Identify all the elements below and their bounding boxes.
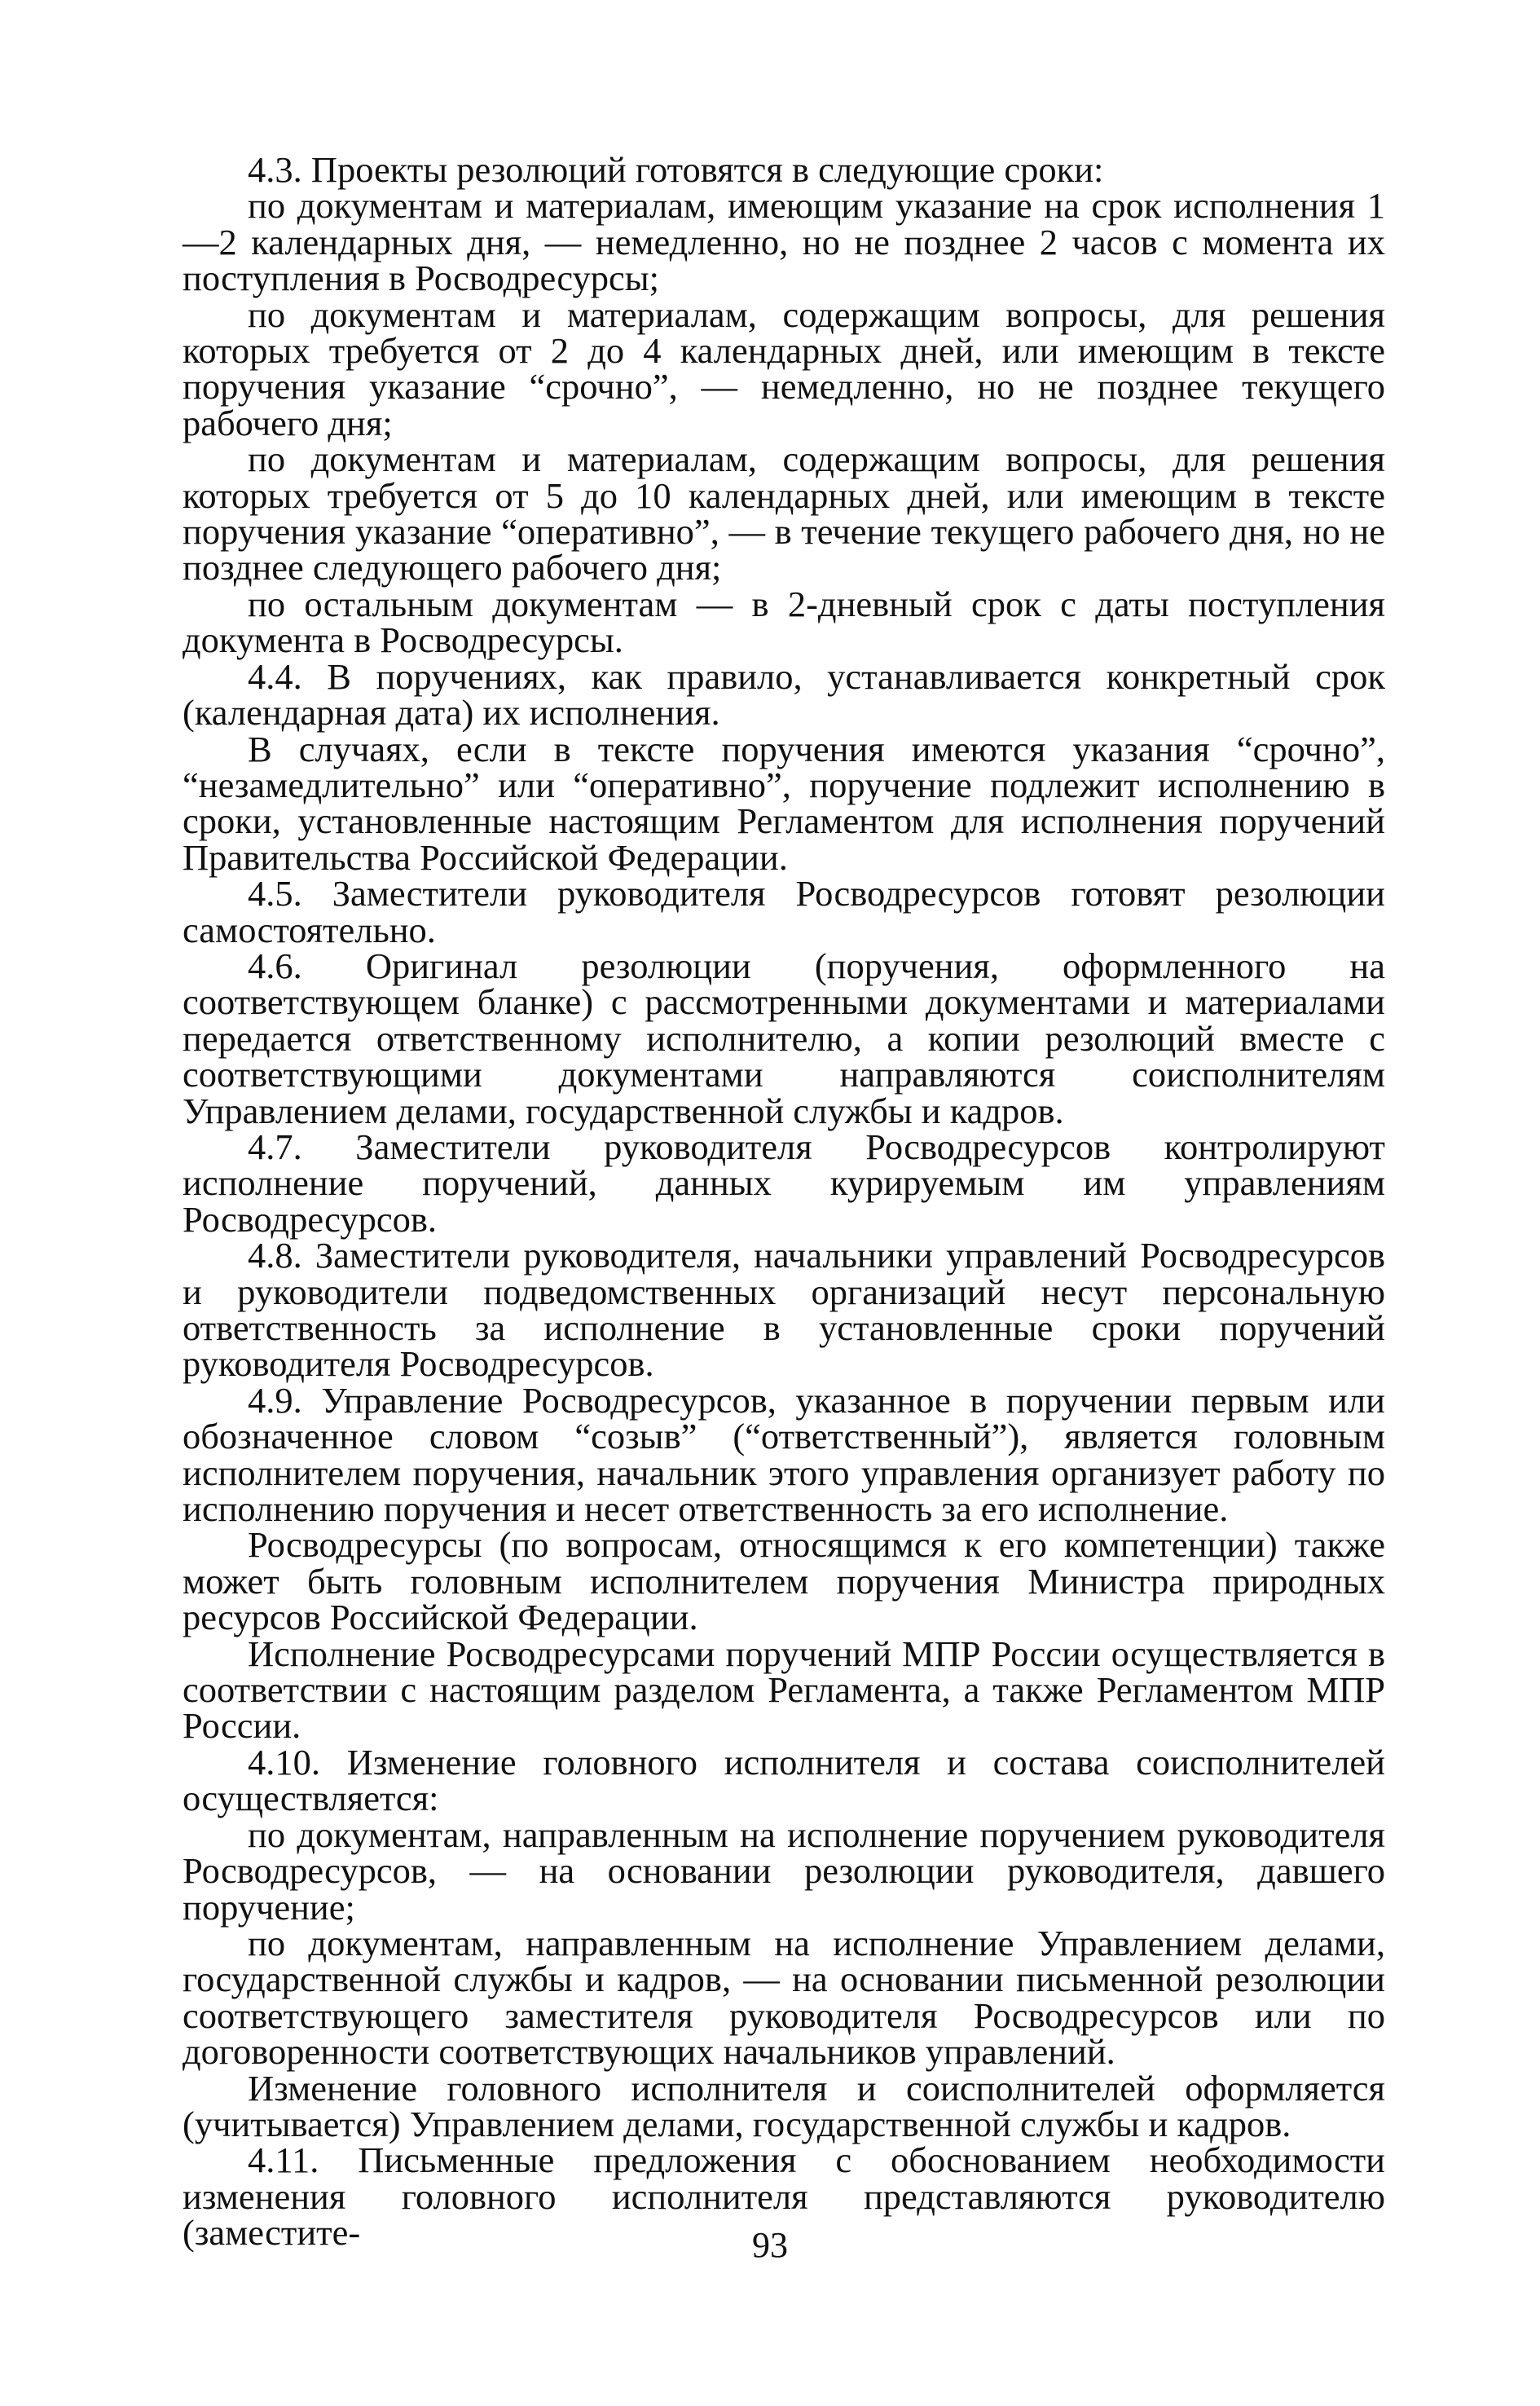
paragraph-4-4: 4.4. В поручениях, как правило, устанавливается конкретный срок (календарная дата) их исполнения. bbox=[183, 655, 1385, 734]
paragraph-deadline-1-2-days: по документам и материалам, имеющим указание на срок исполнения 1—2 календарных дня, — немедленно, но не позднее 2 часов с момента их поступления в Росводресурсы; bbox=[183, 185, 1385, 299]
paragraph-change-by-head-order: по документам, направленным на исполнение поручением руководителя Росводресурсов, — на основании резолюции руководителя, давшего поручение; bbox=[183, 1813, 1385, 1928]
page-number: 93 bbox=[752, 2225, 788, 2265]
paragraph-4-3-title: 4.3. Проекты резолюций готовятся в следующие сроки: bbox=[248, 149, 1104, 190]
paragraph-4-7: 4.7. Заместители руководителя Росводресурсов контролируют исполнение поручений, данных курируемым им управлениям Росводресурсов. bbox=[183, 1126, 1385, 1240]
paragraph-4-5: 4.5. Заместители руководителя Росводресурсов готовят резолюции самостоятельно. bbox=[183, 873, 1385, 950]
paragraph-4-11: 4.11. Письменные предложения с обоснованием необходимости изменения головного исполнителя представляются руководителю (заместите- bbox=[183, 2139, 1385, 2254]
document-body bbox=[183, 149, 1385, 2254]
paragraph-4-8: 4.8. Заместители руководителя, начальники управлений Росводресурсов и руководители подведомственных организаций несут персональную ответственность за исполнение в установленные сроки поручений руководителя Росводресурсов. bbox=[183, 1235, 1385, 1385]
paragraph-4-10: 4.10. Изменение головного исполнителя и состава соисполнителей осуществляется: bbox=[183, 1741, 1385, 1819]
paragraph-4-6: 4.6. Оригинал резолюции (поручения, оформленного на соответствующем бланке) с рассмотренными документами и материалами передается ответственному исполнителю, а копии резолюций вместе с соответствующими документами направляются соисполнителям Управлением делами, государственной службы и кадров. bbox=[183, 945, 1385, 1131]
paragraph-deadline-other: по остальным документам — в 2-дневный срок с даты поступления документа в Росводресурсы. bbox=[183, 583, 1385, 661]
paragraph-change-registration: Изменение головного исполнителя и соисполнителей оформляется (учитывается) Управлением делами, государственной службы и кадров. bbox=[183, 2067, 1385, 2144]
paragraph-deadline-5-10-days: по документам и материалам, содержащим вопросы, для решения которых требуется от 5 до 10 календарных дней, или имеющим в тексте поручения указание “оперативно”, — в течение текущего рабочего дня, но не позднее следующего рабочего дня; bbox=[183, 438, 1385, 588]
paragraph-4-9: 4.9. Управление Росводресурсов, указанное в поручении первым или обозначенное словом “созыв” (“ответственный”), является головным исполнителем поручения, начальник этого управления организует работу по исполнению поручения и несет ответственность за его исполнение. bbox=[183, 1379, 1385, 1530]
paragraph-deadline-2-4-days: по документам и материалам, содержащим вопросы, для решения которых требуется от 2 до 4 календарных дней, или имеющим в тексте поручения указание “срочно”, — немедленно, но не позднее текущего рабочего дня; bbox=[183, 293, 1385, 443]
paragraph-change-by-admin-office: по документам, направленным на исполнение Управлением делами, государственной службы и кадров, — на основании письменной резолюции соответствующего заместителя руководителя Росводресурсов или по договоренности соответствующих начальников управлений. bbox=[183, 1922, 1385, 2073]
paragraph-urgent-cases: В случаях, если в тексте поручения имеются указания “срочно”, “незамедлительно” или “оперативно”, поручение подлежит исполнению в сроки, установленные настоящим Регламентом для исполнения поручений Правительства Российской Федерации. bbox=[183, 728, 1385, 878]
paragraph-mpr-orders: Исполнение Росводресурсами поручений МПР России осуществляется в соответствии с настоящим разделом Регламента, а также Регламентом МПР России. bbox=[183, 1633, 1385, 1747]
paragraph-lead-executor-minister: Росводресурсы (по вопросам, относящимся к его компетенции) также может быть головным исполнителем поручения Министра природных ресурсов Российской Федерации. bbox=[183, 1524, 1385, 1638]
